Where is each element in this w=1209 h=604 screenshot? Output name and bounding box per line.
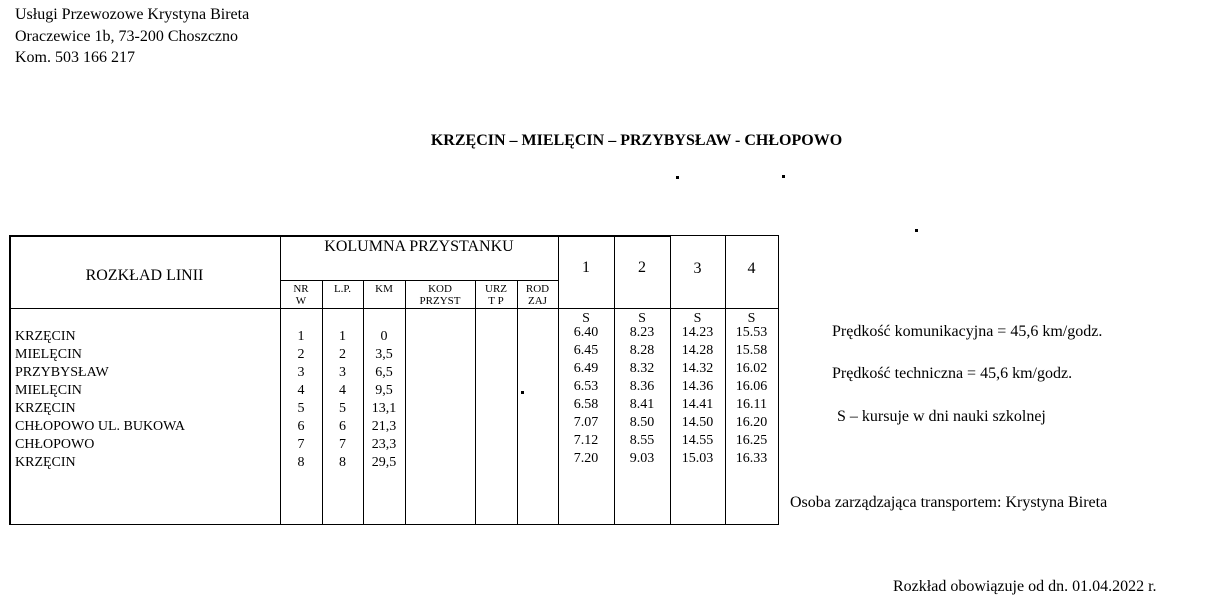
- cell-nrw: 6: [297, 419, 305, 434]
- stop-name: CHŁOPOWO: [15, 437, 95, 452]
- school-days-legend: S – kursuje w dni nauki szkolnej: [837, 408, 1046, 425]
- departure-time: 14.41: [681, 397, 714, 412]
- cell-lp: 7: [339, 437, 346, 452]
- run-header-3: 3: [693, 260, 702, 277]
- scan-dot: [782, 175, 785, 178]
- cell-km: 21,3: [371, 419, 397, 434]
- subheader-rod: ROD ZAJ: [525, 283, 550, 307]
- company-phone: Kom. 503 166 217: [15, 49, 135, 66]
- table-border-right: [778, 235, 779, 525]
- departure-time: 14.55: [681, 433, 714, 448]
- departure-time: 6.49: [573, 361, 599, 376]
- stop-name: MIELĘCIN: [15, 383, 82, 398]
- cell-km: 13,1: [371, 401, 397, 416]
- departure-time: 16.02: [735, 361, 768, 376]
- schedule-header: ROZKŁAD LINII: [85, 267, 204, 284]
- cell-lp: 6: [339, 419, 346, 434]
- col-divider: [475, 280, 476, 525]
- cell-lp: 5: [339, 401, 346, 416]
- cell-nrw: 8: [297, 455, 305, 470]
- departure-time: 16.25: [735, 433, 768, 448]
- departure-time: 14.28: [681, 343, 714, 358]
- cell-lp: 8: [339, 455, 346, 470]
- stop-name: PRZYBYSŁAW: [15, 365, 109, 380]
- route-title: KRZĘCIN – MIELĘCIN – PRZYBYSŁAW - CHŁOPOWO: [430, 132, 843, 149]
- stop-name: MIELĘCIN: [15, 347, 82, 362]
- cell-km: 6,5: [375, 365, 393, 380]
- comm-speed-note: Prędkość komunikacyjna = 45,6 km/godz.: [832, 323, 1103, 340]
- departure-time: 14.32: [681, 361, 714, 376]
- scan-dot: [915, 229, 918, 232]
- run-mark-2: S: [638, 311, 646, 326]
- stop-name: KRZĘCIN: [15, 455, 76, 470]
- departure-time: 16.33: [735, 451, 768, 466]
- cell-km: 3,5: [375, 347, 393, 362]
- cell-km: 0: [380, 329, 388, 344]
- departure-time: 6.45: [573, 343, 599, 358]
- departure-time: 6.53: [573, 379, 599, 394]
- departure-time: 9.03: [629, 451, 655, 466]
- departure-time: 8.32: [629, 361, 655, 376]
- subheader-km: KM: [375, 283, 393, 295]
- cell-nrw: 5: [297, 401, 305, 416]
- cell-km: 9,5: [375, 383, 393, 398]
- transport-manager: Osoba zarządzająca transportem: Krystyna Bireta: [790, 494, 1108, 511]
- subheader-urz: URZ T P: [485, 283, 507, 307]
- company-address: Oraczewice 1b, 73-200 Choszczno: [15, 28, 239, 45]
- table-border-top: [9, 235, 670, 237]
- departure-time: 7.20: [573, 451, 599, 466]
- departure-time: 6.40: [573, 325, 599, 340]
- departure-time: 8.23: [629, 325, 655, 340]
- run-mark-1: S: [582, 311, 590, 326]
- subheader-lp: L.P.: [333, 283, 352, 295]
- departure-time: 14.36: [681, 379, 714, 394]
- departure-time: 8.50: [629, 415, 655, 430]
- stop-name: KRZĘCIN: [15, 329, 76, 344]
- departure-time: 7.07: [573, 415, 599, 430]
- departure-time: 14.23: [681, 325, 714, 340]
- cell-km: 23,3: [371, 437, 397, 452]
- departure-time: 15.58: [735, 343, 768, 358]
- cell-lp: 3: [339, 365, 346, 380]
- cell-nrw: 7: [297, 437, 305, 452]
- departure-time: 8.55: [629, 433, 655, 448]
- scan-dot: [676, 176, 679, 179]
- cell-nrw: 3: [297, 365, 305, 380]
- subheader-nrw: NR W: [293, 283, 309, 307]
- departure-time: 7.12: [573, 433, 599, 448]
- departure-time: 15.03: [681, 451, 714, 466]
- departure-time: 16.20: [735, 415, 768, 430]
- cell-nrw: 4: [297, 383, 305, 398]
- stop-name: KRZĘCIN: [15, 401, 76, 416]
- tech-speed-note: Prędkość techniczna = 45,6 km/godz.: [832, 365, 1073, 382]
- departure-time: 8.28: [629, 343, 655, 358]
- valid-from-note: Rozkład obowiązuje od dn. 01.04.2022 r.: [893, 578, 1157, 595]
- timetable: [9, 235, 779, 525]
- header-separator: [9, 308, 779, 309]
- departure-time: 8.41: [629, 397, 655, 412]
- cell-km: 29,5: [371, 455, 397, 470]
- stop-name: CHŁOPOWO UL. BUKOWA: [15, 419, 185, 434]
- cell-nrw: 1: [297, 329, 305, 344]
- departure-time: 14.50: [681, 415, 714, 430]
- run-mark-4: S: [747, 311, 756, 326]
- subheader-kod: KOD PRZYST: [419, 283, 461, 307]
- col-divider: [405, 280, 406, 525]
- cell-lp: 2: [339, 347, 346, 362]
- cell-lp: 1: [339, 329, 346, 344]
- run-mark-3: S: [693, 311, 702, 326]
- col-divider: [517, 280, 518, 525]
- departure-time: 16.11: [736, 397, 767, 412]
- cell-lp: 4: [339, 383, 346, 398]
- departure-time: 15.53: [735, 325, 768, 340]
- run-header-1: 1: [582, 259, 590, 276]
- run-header-4: 4: [747, 260, 756, 277]
- departure-time: 16.06: [735, 379, 768, 394]
- departure-time: 8.36: [629, 379, 655, 394]
- run-header-2: 2: [638, 259, 646, 276]
- stop-column-header: KOLUMNA PRZYSTANKU: [324, 238, 514, 255]
- scan-dot: [521, 391, 524, 394]
- table-border-bottom: [9, 524, 779, 525]
- departure-time: 6.58: [573, 397, 599, 412]
- company-name: Usługi Przewozowe Krystyna Bireta: [15, 6, 250, 23]
- cell-nrw: 2: [297, 347, 305, 362]
